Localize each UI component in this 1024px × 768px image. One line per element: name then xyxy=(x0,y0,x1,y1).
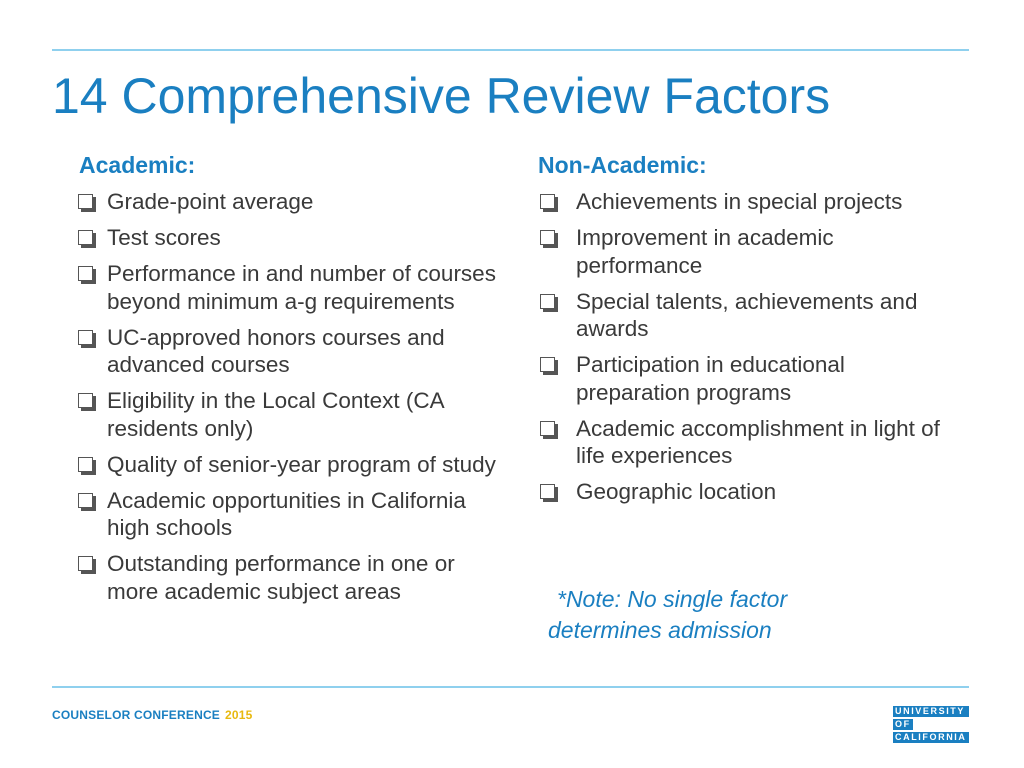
list-item xyxy=(76,451,496,479)
list-item-label: Eligibility in the Local Context (CA residents only) xyxy=(107,388,444,441)
note-line-2: determines admission xyxy=(548,617,772,643)
list-item xyxy=(538,478,958,506)
list-item-label: Grade-point average xyxy=(107,189,314,214)
checkbox-icon xyxy=(78,194,93,209)
checkbox-icon xyxy=(78,556,93,571)
checkbox-icon xyxy=(540,421,555,436)
checkbox-icon xyxy=(78,457,93,472)
academic-list xyxy=(76,188,496,605)
list-item-label: Academic opportunities in California high schools xyxy=(107,487,466,540)
list-item-label: Special talents, achievements and awards xyxy=(576,288,918,341)
academic-heading: Academic: xyxy=(79,152,196,178)
checkbox-icon xyxy=(540,230,555,245)
list-item-label: Outstanding performance in one or more academic subject areas xyxy=(107,551,455,604)
slide-title: 14 Comprehensive Review Factors xyxy=(52,68,831,124)
checkbox-icon xyxy=(78,330,93,345)
non-academic-list xyxy=(538,188,958,506)
list-item xyxy=(76,387,496,442)
list-item xyxy=(538,188,958,216)
list-item xyxy=(76,487,496,542)
list-item xyxy=(538,288,958,343)
logo-line-california: CALIFORNIA xyxy=(893,732,969,743)
non-academic-heading: Non-Academic: xyxy=(538,152,707,178)
list-item xyxy=(76,188,496,216)
checkbox-icon xyxy=(78,493,93,508)
list-item-label: UC-approved honors courses and advanced courses xyxy=(107,324,445,377)
list-item-label: Test scores xyxy=(107,225,221,250)
checkbox-icon xyxy=(540,484,555,499)
list-item xyxy=(538,351,958,406)
non-academic-column xyxy=(538,150,958,514)
list-item xyxy=(538,224,958,279)
checkbox-icon xyxy=(540,194,555,209)
note-line-1: *Note: No single factor xyxy=(557,586,788,612)
checkbox-icon xyxy=(78,266,93,281)
top-divider xyxy=(52,49,969,51)
list-item-label: Geographic location xyxy=(576,479,777,504)
list-item-label: Performance in and number of courses beyond minimum a-g requirements xyxy=(107,261,496,314)
list-item-label: Quality of senior-year program of study xyxy=(107,451,496,477)
list-item-label: Achievements in special projects xyxy=(576,189,903,214)
list-item xyxy=(76,224,496,252)
list-item xyxy=(76,324,496,379)
conference-year: 2015 xyxy=(225,708,253,722)
list-item-label: Participation in educational preparation programs xyxy=(576,352,845,405)
checkbox-icon xyxy=(540,357,555,372)
academic-column xyxy=(76,150,496,614)
bottom-divider xyxy=(52,686,969,688)
footer-label xyxy=(52,708,253,722)
admission-note xyxy=(548,584,848,646)
university-of-california-logo xyxy=(893,706,969,745)
logo-line-university: UNIVERSITY xyxy=(893,706,969,717)
checkbox-icon xyxy=(540,294,555,309)
checkbox-icon xyxy=(78,230,93,245)
logo-line-of: OF xyxy=(893,719,913,730)
list-item-label: Academic accomplishment in light of life experiences xyxy=(576,415,940,468)
conference-name: COUNSELOR CONFERENCE xyxy=(52,708,221,722)
list-item-label: Improvement in academic performance xyxy=(576,225,834,278)
list-item xyxy=(76,260,496,315)
checkbox-icon xyxy=(78,393,93,408)
list-item xyxy=(76,550,496,605)
list-item xyxy=(538,415,958,470)
